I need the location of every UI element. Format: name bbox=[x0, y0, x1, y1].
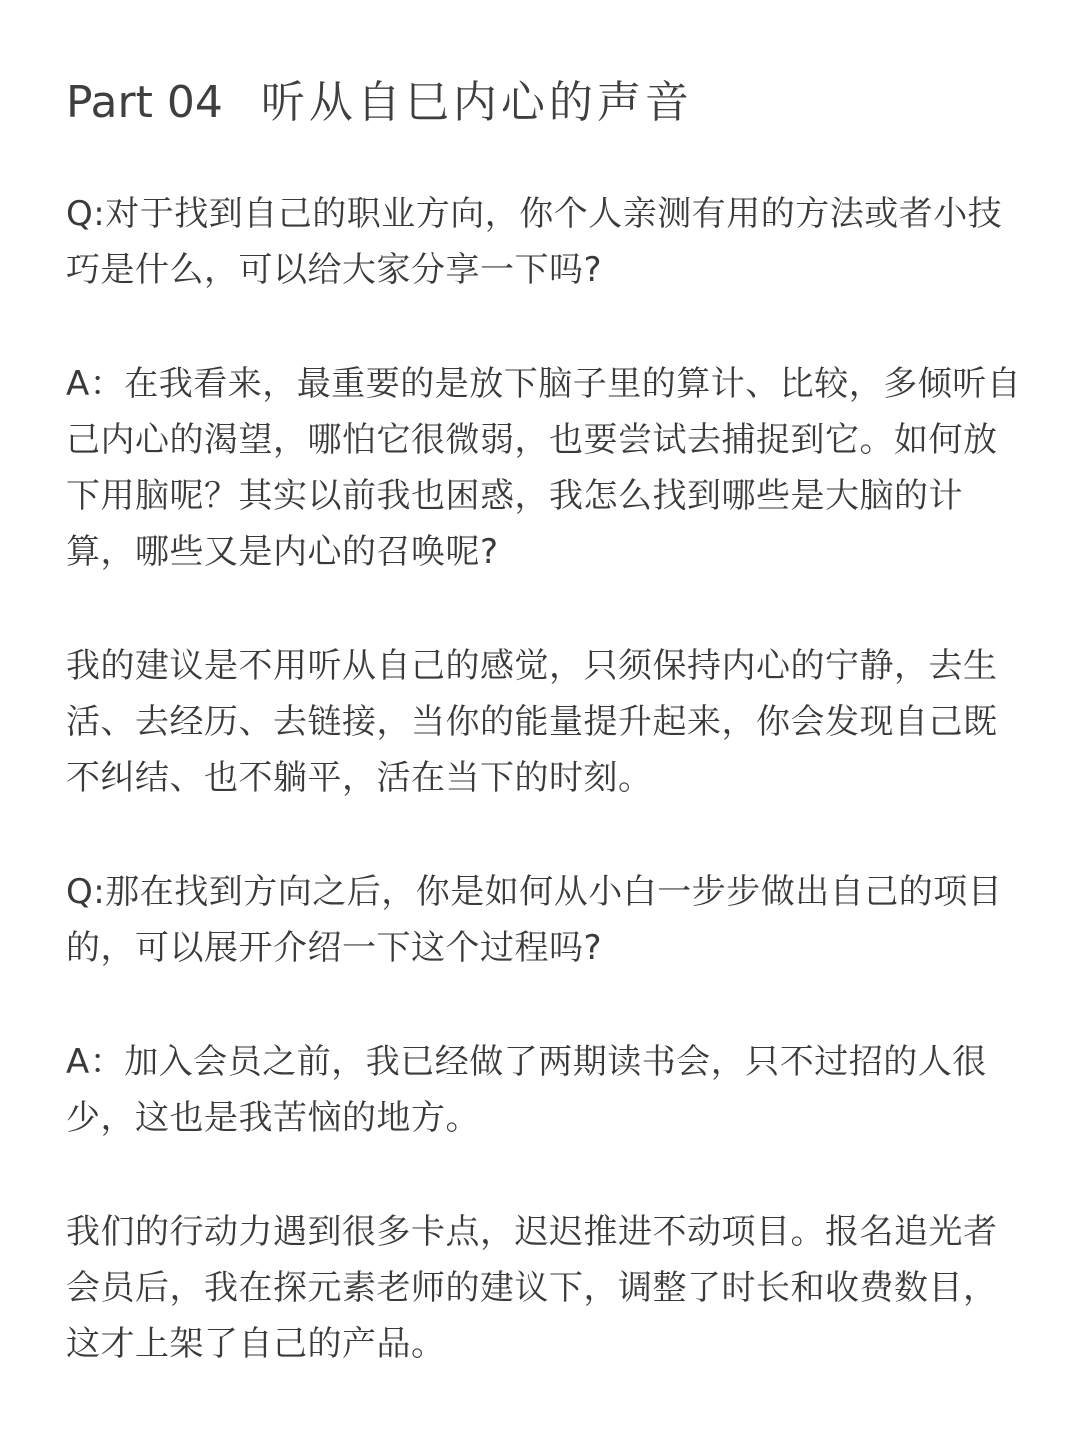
article-body bbox=[66, 186, 1026, 1372]
question-1: Q:对于找到自己的职业方向，你个人亲测有用的方法或者小技巧是什么，可以给大家分享一下吗? bbox=[66, 194, 1003, 290]
section-title: 听从自巳内心的声音 bbox=[260, 77, 693, 128]
question-2: Q:那在找到方向之后，你是如何从小白一步步做出自己的项目的，可以展开介绍一下这个过程吗? bbox=[66, 872, 1003, 968]
article bbox=[66, 70, 1026, 1372]
answer-2: A：加入会员之前，我已经做了两期读书会，只不过招的人很少，这也是我苦恼的地方。 bbox=[66, 1042, 987, 1138]
part-label: Part 04 bbox=[66, 77, 223, 128]
answer-1: A：在我看来，最重要的是放下脑子里的算计、比较，多倾听自己内心的渴望，哪怕它很微弱，也要尝试去捕捉到它。如何放下用脑呢？其实以前我也困惑，我怎么找到哪些是大脑的计算，哪些又是内心的召唤呢? bbox=[66, 364, 1022, 572]
answer-2-continued: 我们的行动力遇到很多卡点，迟迟推进不动项目。报名追光者会员后，我在探元素老师的建议下，调整了时长和收费数目，这才上架了自己的产品。 bbox=[66, 1212, 998, 1364]
page-title bbox=[66, 70, 1026, 136]
answer-1-continued: 我的建议是不用听从自己的感觉，只须保持内心的宁静，去生活、去经历、去链接，当你的能量提升起来，你会发现自己既不纠结、也不躺平，活在当下的时刻。 bbox=[66, 646, 998, 798]
